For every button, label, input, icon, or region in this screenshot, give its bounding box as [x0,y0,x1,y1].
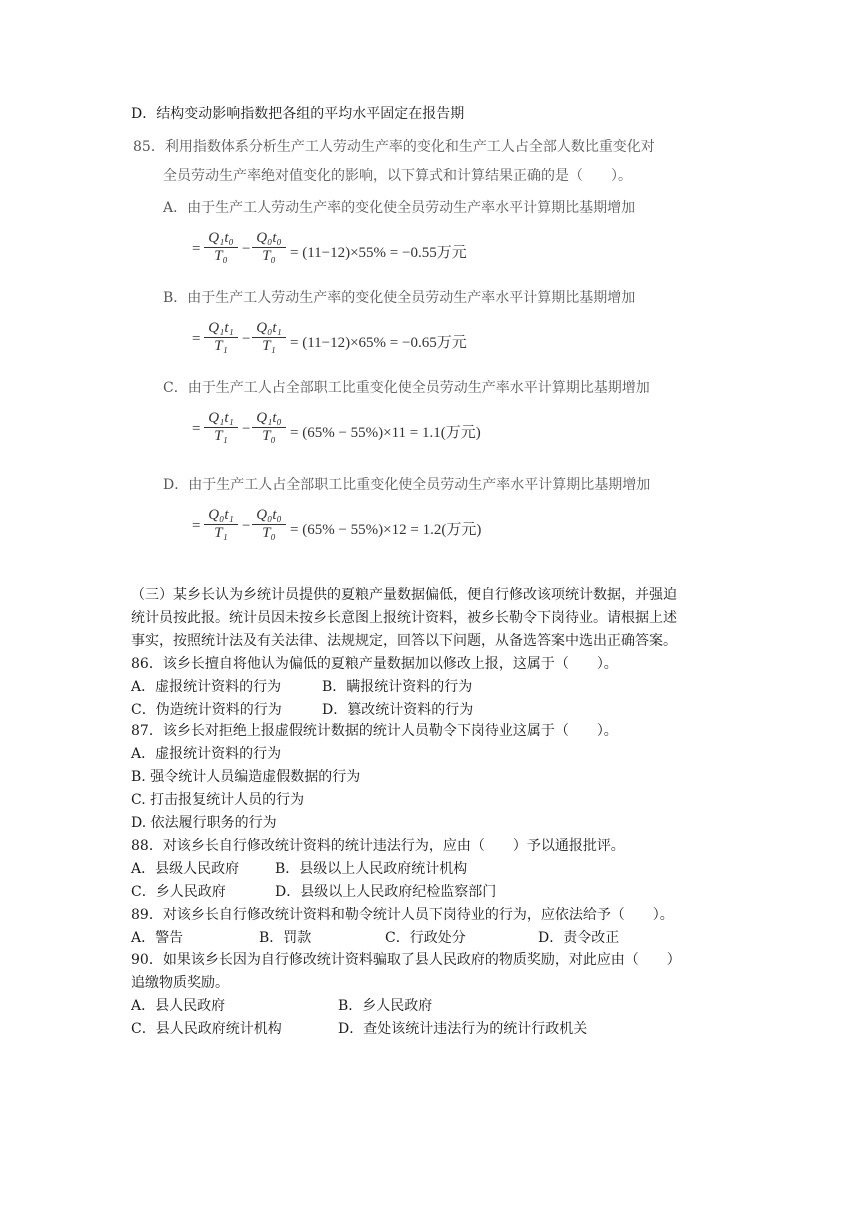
section-3-para-line1: （三）某乡长认为乡统计员提供的夏粮产量数据偏低，便自行修改该项统计数据，并强迫 [131,587,677,603]
question-90-line1: 90．如果该乡长因为自行修改统计资料骗取了县人民政府的物质奖励，对此应由（ ） [131,952,681,968]
q88-option-b: B．县级以上人民政府统计机构 [275,861,468,877]
q90-option-a: A．县人民政府 [131,998,226,1014]
section-3-para-line2: 统计员按此报。统计员因未按乡长意图上报统计资料，被乡长勒令下岗待业。请根据上述 [131,610,677,626]
q86-option-b: B．瞒报统计资料的行为 [322,679,473,695]
q90-option-b: B．乡人民政府 [338,998,433,1014]
q86-option-d: D．篡改统计资料的行为 [322,702,474,718]
q89-option-d: D．责令改正 [538,930,620,946]
q86-option-a: A．虚报统计资料的行为 [131,679,282,695]
q89-option-a: A．警告 [131,930,184,946]
question-87: 87．该乡长对拒绝上报虚假统计数据的统计人员勒令下岗待业这属于（ ）。 [131,723,618,739]
q85-option-d: D．由于生产工人占全部职工比重变化使全员劳动生产率水平计算期比基期增加 [163,477,651,493]
q87-option-c: C. 打击报复统计人员的行为 [131,792,305,808]
q88-option-d: D．县级以上人民政府纪检监察部门 [275,884,497,900]
q89-option-b: B．罚款 [259,930,312,946]
q90-option-c: C．县人民政府统计机构 [131,1021,282,1037]
q87-option-b: B. 强令统计人员编造虚假数据的行为 [131,769,361,785]
question-89: 89．对该乡长自行修改统计资料和勒令统计人员下岗待业的行为，应依法给予（ ）。 [131,907,674,923]
question-90-line2: 追缴物质奖励。 [131,975,229,991]
formula-d: = $\frac{\text{Q₀t₁}}{\text{T₁}}$ − $\frac{\text{Q₀t₀}}{\text{T₀}}$ = (65% − 55%)×12 = 1.2(万元) [192,507,482,541]
q85-option-b: B．由于生产工人劳动生产率的变化使全员劳动生产率水平计算期比基期增加 [163,290,636,306]
question-85-line1: 85．利用指数体系分析生产工人劳动生产率的变化和生产工人占全部人数比重变化对 [133,139,655,155]
question-88: 88．对该乡长自行修改统计资料的统计违法行为，应由（ ）予以通报批评。 [131,838,625,854]
section-3-para-line3: 事实，按照统计法及有关法律、法规规定，回答以下问题，从备选答案中选出正确答案。 [131,633,677,649]
q88-option-a: A．县级人民政府 [131,861,240,877]
q90-option-d: D．查处该统计违法行为的统计行政机关 [338,1021,588,1037]
question-85-line2: 全员劳动生产率绝对值变化的影响，以下算式和计算结果正确的是（ ）。 [163,168,632,184]
formula-b: = $\frac{\text{Q₁t₁}}{\text{T₁}}$ − $\frac{\text{Q₀t₁}}{\text{T₁}}$ = (11−12)×65% = −0.65万元 [192,320,467,354]
q89-option-c: C．行政处分 [385,930,466,946]
q88-option-c: C．乡人民政府 [131,884,226,900]
q86-option-c: C．伪造统计资料的行为 [131,702,282,718]
q87-option-a: A．虚报统计资料的行为 [131,746,282,762]
q85-option-a: A．由于生产工人劳动生产率的变化使全员劳动生产率水平计算期比基期增加 [163,200,636,216]
formula-c: = $\frac{\text{Q₁t₁}}{\text{T₁}}$ − $\frac{\text{Q₁t₀}}{\text{T₀}}$ = (65% − 55%)×11 = 1.1(万元) [192,410,481,444]
question-86: 86．该乡长擅自将他认为偏低的夏粮产量数据加以修改上报，这属于（ ）。 [131,656,618,672]
q85-option-c: C．由于生产工人占全部职工比重变化使全员劳动生产率水平计算期比基期增加 [163,380,650,396]
formula-a: = $\frac{\text{Q₁t₀}}{\text{T₀}}$ − $\frac{\text{Q₀t₀}}{\text{T₀}}$ = (11−12)×55% = −0.55万元 [192,230,467,264]
option-d-previous: D．结构变动影响指数把各组的平均水平固定在报告期 [131,106,465,122]
q87-option-d: D. 依法履行职务的行为 [131,815,277,831]
